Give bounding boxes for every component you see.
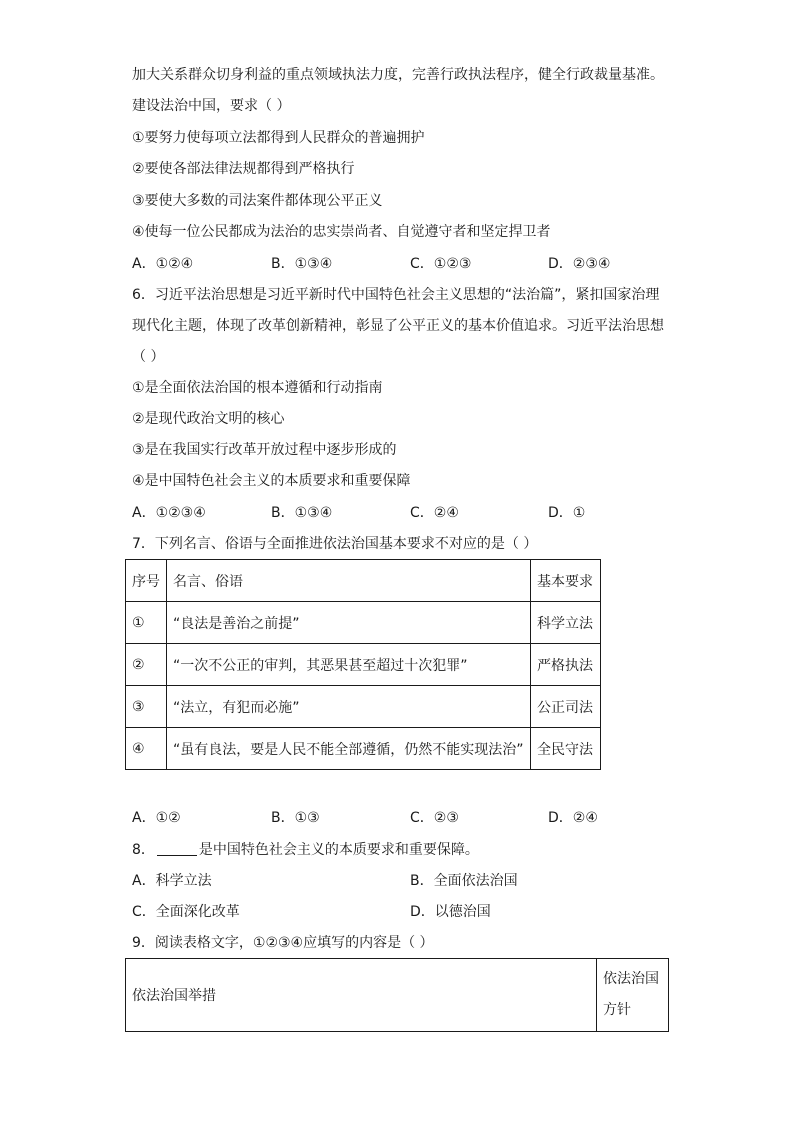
q5-option-b[interactable]: B．①③④ [271,256,333,272]
q5-option-c[interactable]: C．①②③ [410,256,472,272]
q6-option-b[interactable]: B．①③④ [271,505,333,521]
table-cell: “法立，有犯而必施” [167,686,531,728]
table-cell: ④ [126,728,167,770]
q8-option-b[interactable]: B．全面依法治国 [410,873,518,889]
q7-option-a[interactable]: A．①② [132,810,181,826]
table-row [126,728,601,770]
q8-blank [157,841,197,856]
table-cell: 科学立法 [531,602,601,644]
q5-intro-line1: 加大关系群众切身利益的重点领域执法力度，完善行政执法程序，健全行政裁量基准。 [132,67,664,83]
q6-option-d[interactable]: D．① [548,505,586,521]
table-row [126,686,601,728]
table-cell: 严格执法 [531,644,601,686]
q8-stem-prefix: 8． [132,842,155,858]
q6-option-a[interactable]: A．①②③④ [132,505,206,521]
table-cell: 全民守法 [531,728,601,770]
q6-item-1: ①是全面依法治国的根本遵循和行动指南 [132,380,383,396]
table-cell: ② [126,644,167,686]
q5-item-2: ②要使各部法律法规都得到严格执行 [132,161,355,177]
q9-stem: 9．阅读表格文字，①②③④应填写的内容是（ ） [132,935,434,951]
q5-item-1: ①要努力使每项立法都得到人民群众的普遍拥护 [132,130,425,146]
q8-stem [132,840,479,860]
table-row [126,602,601,644]
q6-item-4: ④是中国特色社会主义的本质要求和重要保障 [132,473,411,489]
header-cell: 序号 [126,560,167,602]
q9-col2-line1: 依法治国 [603,971,659,987]
q9-table [125,958,669,1032]
table-row [126,959,669,1032]
table-cell [597,959,669,1032]
q7-stem: 7．下列名言、俗语与全面推进依法治国基本要求不对应的是（ ） [132,536,538,552]
q8-option-a[interactable]: A．科学立法 [132,873,212,889]
table-header-row [126,560,601,602]
q8-option-d[interactable]: D．以德治国 [410,904,491,920]
table-cell: “良法是善治之前提” [167,602,531,644]
q8-stem-suffix: 是中国特色社会主义的本质要求和重要保障。 [198,842,479,858]
q7-option-d[interactable]: D．②④ [548,810,598,826]
table-cell: 依法治国举措 [126,959,597,1032]
q6-stem-line1: 6．习近平法治思想是习近平新时代中国特色社会主义思想的“法治篇”，紧扣国家治理 [132,287,660,303]
header-cell: 名言、俗语 [167,560,531,602]
q7-table [125,559,601,770]
table-row [126,644,601,686]
table-cell: “一次不公正的审判，其恶果甚至超过十次犯罪” [167,644,531,686]
q6-stem-line3: （ ） [132,349,165,365]
q9-col2-line2: 方针 [603,1002,631,1018]
header-cell: 基本要求 [531,560,601,602]
q8-option-c[interactable]: C．全面深化改革 [132,904,240,920]
table-cell: ① [126,602,167,644]
q5-item-4: ④使每一位公民都成为法治的忠实崇尚者、自觉遵守者和坚定捍卫者 [132,224,551,240]
q5-option-a[interactable]: A．①②④ [132,256,194,272]
q6-stem-line2: 现代化主题，体现了改革创新精神，彰显了公平正义的基本价值追求。习近平法治思想 [132,318,664,334]
table-cell: ③ [126,686,167,728]
table-cell: “虽有良法，要是人民不能全部遵循，仍然不能实现法治” [167,728,531,770]
q6-item-2: ②是现代政治文明的核心 [132,411,285,427]
q5-item-3: ③要使大多数的司法案件都体现公平正义 [132,193,383,209]
q5-intro-line2: 建设法治中国，要求（ ） [132,98,291,114]
q7-option-b[interactable]: B．①③ [271,810,320,826]
q6-option-c[interactable]: C．②④ [410,505,459,521]
q6-item-3: ③是在我国实行改革开放过程中逐步形成的 [132,442,397,458]
q5-option-d[interactable]: D．②③④ [548,256,611,272]
table-cell: 公正司法 [531,686,601,728]
q7-option-c[interactable]: C．②③ [410,810,459,826]
